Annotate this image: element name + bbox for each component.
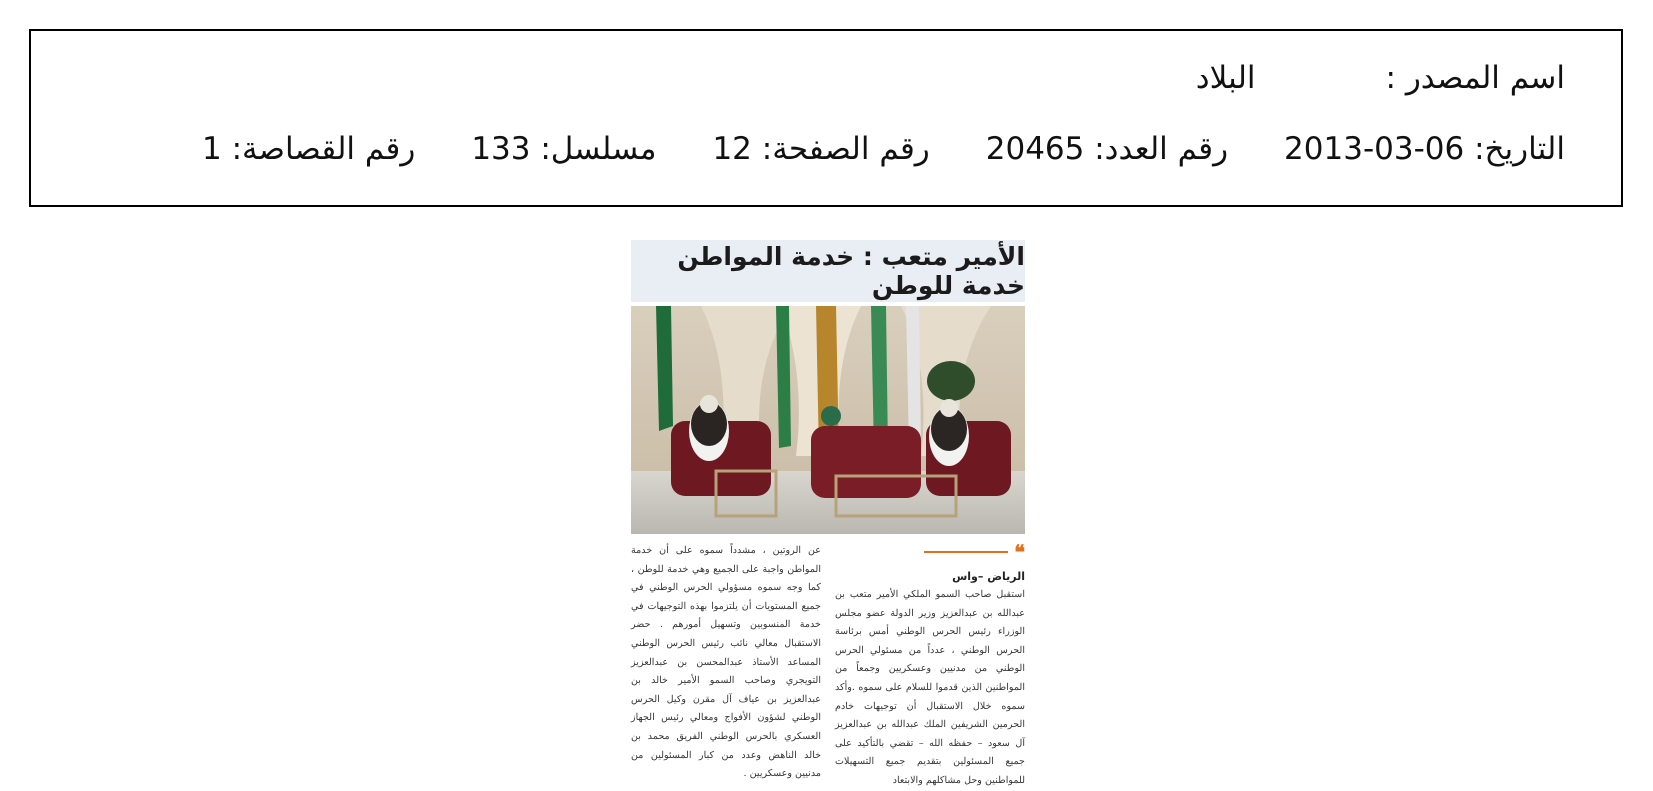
serial-label: مسلسل: xyxy=(540,131,657,167)
source-value: البلاد xyxy=(1195,60,1256,96)
details-row xyxy=(202,129,1565,169)
page-label: رقم الصفحة: xyxy=(761,131,930,167)
article-photo xyxy=(631,306,1025,534)
article-headline: الأمير متعب : خدمة المواطن خدمة للوطن xyxy=(631,240,1025,302)
clipping-metadata-box xyxy=(29,29,1623,207)
article-body-right: استقبل صاحب السمو الملكي الأمير متعب بن عبدالله بن عبدالعزيز وزير الدولة عضو مجلس الوزراء رئيس الحرس الوطني أمس برئاسة الحرس الوطني ، عدداً من مسئولي الحرس الوطني من مدنيين وعسكريين وجمعاً من المواطنين الذين قدموا للسلام على سموه .وأكد سموه خلال الاستقبال أن توجيهات خادم الحرمين الشريفين الملك عبدالله بن عبدالعزيز آل سعود – حفظه الله – تقضي بالتأكيد على جميع المسئولين بتقديم جميع التسهيلات للمواطنين وحل مشاكلهم والابتعاد xyxy=(835,589,1025,786)
newspaper-clipping xyxy=(631,240,1025,786)
accent-line xyxy=(924,551,1008,553)
source-row xyxy=(1196,58,1565,98)
date-value: 2013-03-06 xyxy=(1284,131,1465,167)
article-column-left xyxy=(631,542,821,784)
date-label: التاريخ: xyxy=(1474,131,1565,167)
source-label: اسم المصدر : xyxy=(1385,60,1565,96)
issue-label: رقم العدد: xyxy=(1094,131,1229,167)
article-dateline: الرياض –واس xyxy=(952,570,1025,583)
clip-number-label: رقم القصاصة: xyxy=(231,131,416,167)
pull-quote-rule xyxy=(835,542,1025,562)
article-column-right xyxy=(835,542,1025,791)
serial-value: 133 xyxy=(471,131,531,167)
issue-value: 20465 xyxy=(985,131,1085,167)
clip-number-value: 1 xyxy=(201,131,222,167)
page-value: 12 xyxy=(712,131,752,167)
quote-icon: ❝ xyxy=(1014,540,1025,564)
article-body-left: عن الروتين ، مشدداً سموه على أن خدمة المواطن واجبة على الجميع وهي خدمة للوطن ، كما وجه سموه مسؤولي الحرس الوطني في جميع المستويات أن يلتزموا بهذه التوجيهات في خدمة المنسوبين وتسهيل أمورهم . حضر الاستقبال معالي نائب رئيس الحرس الوطني المساعد الأستاذ عبدالمحسن بن عبدالعزيز التويجري وصاحب السمو الأمير خالد بن عبدالعزيز بن عياف آل مقرن وكيل الحرس الوطني لشؤون الأفواج ومعالي رئيس الجهاز العسكري بالحرس الوطني الفريق محمد بن خالد الناهض وعدد من كبار المسئولين من مدنيين وعسكريين . xyxy=(631,545,821,780)
reception-photo-image xyxy=(631,306,1025,534)
